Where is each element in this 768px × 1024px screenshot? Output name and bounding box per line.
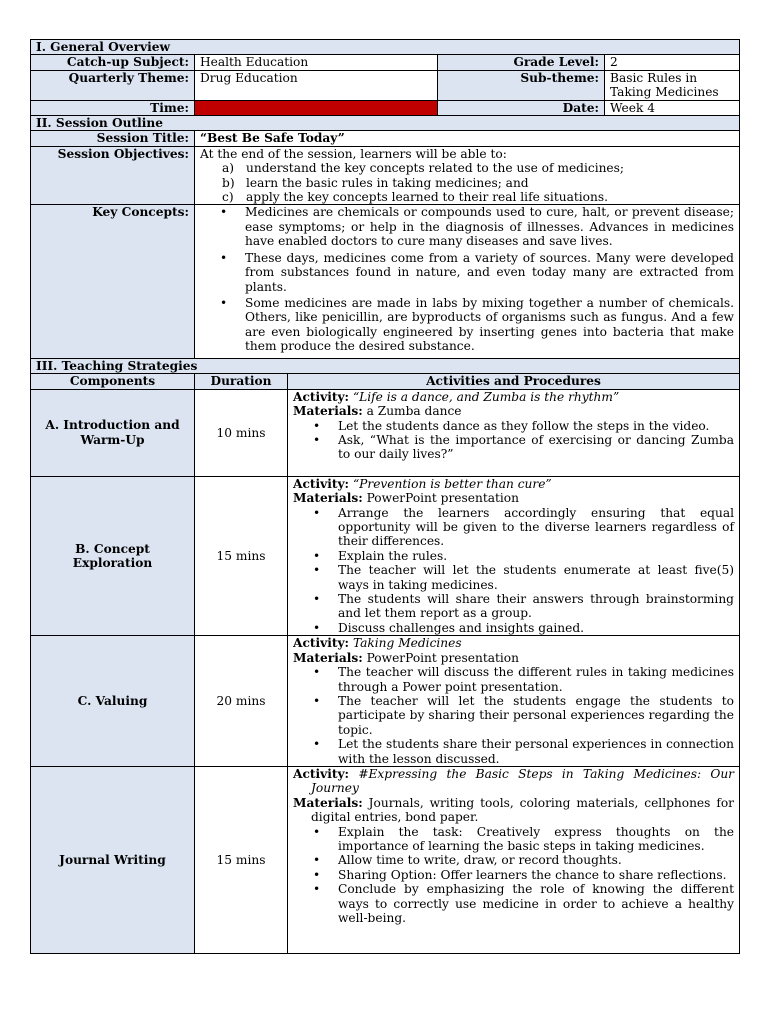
activity-title: “Prevention is better than cure” — [352, 476, 552, 491]
key-concept-item: • These days, medicines come from a variety of sources. Many were developed from substances found in nature, and even today many are extracted from plants. — [245, 251, 734, 294]
teaching-strategies-heading: III. Teaching Strategies — [31, 359, 740, 374]
duration-value: 10 mins — [195, 389, 288, 476]
theme-label: Quarterly Theme: — [31, 70, 195, 100]
duration-value: 20 mins — [195, 636, 288, 767]
activities-cell — [288, 766, 740, 953]
objectives-list — [200, 161, 734, 204]
objective-item: understand the key concepts related to the use of medicines; — [246, 161, 625, 176]
materials-value: a Zumba dance — [366, 404, 462, 419]
activity-title: Taking Medicines — [352, 636, 462, 651]
objective-item: learn the basic rules in taking medicines; and — [246, 175, 529, 190]
session-title-value: “Best Be Safe Today” — [195, 131, 740, 146]
theme-value: Drug Education — [195, 70, 438, 100]
step-item: • The teacher will discuss the different rules in taking medicines through a Power point presentation. — [338, 665, 734, 694]
subject-value: Health Education — [195, 55, 438, 70]
key-concept-item: • Some medicines are made in labs by mixing together a number of chemicals. Others, like penicillin, are byproducts of organisms such as fungus. And a few are even biologically engineered by inserting genes into bacteria that make them produce the desired substance. — [245, 296, 734, 354]
teaching-strategies-table — [30, 358, 740, 954]
duration-value: 15 mins — [195, 766, 288, 953]
time-value — [195, 100, 438, 115]
col-duration: Duration — [195, 374, 288, 389]
step-item: • Sharing Option: Offer learners the chance to share reflections. — [338, 868, 734, 882]
step-item: • Ask, “What is the importance of exercising or dancing Zumba to our daily lives?” — [338, 433, 734, 462]
activity-title: #Expressing the Basic Steps in Taking Medicines: Our Journey — [311, 766, 734, 796]
component-name: A. Introduction and Warm-Up — [31, 389, 195, 476]
key-concepts-label: Key Concepts: — [31, 205, 195, 363]
subject-label: Catch-up Subject: — [31, 55, 195, 70]
table-row — [31, 389, 740, 476]
date-value: Week 4 — [605, 100, 740, 115]
objectives-cell — [195, 146, 740, 205]
materials-label: Materials: — [293, 795, 363, 810]
general-overview-heading: I. General Overview — [31, 40, 740, 55]
materials-value: Journals, writing tools, coloring materials, cellphones for digital entries, bond paper. — [311, 795, 734, 825]
col-components: Components — [31, 374, 195, 389]
grade-label: Grade Level: — [438, 55, 605, 70]
materials-label: Materials: — [293, 491, 363, 506]
objective-item: apply the key concepts learned to their real life situations. — [246, 190, 608, 205]
component-name: Journal Writing — [31, 766, 195, 953]
step-item: • Conclude by emphasizing the role of knowing the different ways to correctly use medicine in order to achieve a healthy well-being. — [338, 882, 734, 925]
activity-title: “Life is a dance, and Zumba is the rhythm” — [352, 389, 620, 404]
activities-cell — [288, 476, 740, 635]
overview-table — [30, 39, 740, 363]
step-item: • The teacher will let the students engage the students to participate by sharing their personal experiences regarding the topic. — [338, 694, 734, 737]
subtheme-label: Sub-theme: — [438, 70, 605, 100]
steps-list — [293, 825, 734, 926]
activity-label: Activity: — [293, 389, 350, 404]
step-item: • Discuss challenges and insights gained. — [338, 621, 734, 635]
step-item: • Explain the rules. — [338, 549, 734, 563]
component-name: C. Valuing — [31, 636, 195, 767]
step-item: • Arrange the learners accordingly ensuring that equal opportunity will be given to the diverse learners regardless of their differences. — [338, 506, 734, 549]
table-row — [31, 766, 740, 953]
col-activities: Activities and Procedures — [288, 374, 740, 389]
time-label: Time: — [31, 100, 195, 115]
activities-cell — [288, 636, 740, 767]
steps-list — [293, 419, 734, 462]
subtheme-value: Basic Rules in Taking Medicines — [605, 70, 740, 100]
step-item: • The teacher will let the students enumerate at least five(5) ways in taking medicines. — [338, 563, 734, 592]
table-row — [31, 476, 740, 635]
step-item: • The students will share their answers through brainstorming and let them report as a group. — [338, 592, 734, 621]
step-item: • Allow time to write, draw, or record thoughts. — [338, 853, 734, 867]
materials-value: PowerPoint presentation — [366, 650, 519, 665]
key-concepts-list — [200, 205, 734, 353]
duration-value: 15 mins — [195, 476, 288, 635]
step-item: • Let the students share their personal experiences in connection with the lesson discussed. — [338, 737, 734, 766]
materials-value: PowerPoint presentation — [366, 491, 519, 506]
session-outline-heading: II. Session Outline — [31, 116, 740, 131]
materials-label: Materials: — [293, 404, 363, 419]
table-row — [31, 636, 740, 767]
activities-cell — [288, 389, 740, 476]
activity-label: Activity: — [293, 476, 350, 491]
step-item: • Explain the task: Creatively express thoughts on the importance of learning the basic steps in taking medicines. — [338, 825, 734, 854]
steps-list — [293, 665, 734, 766]
grade-value: 2 — [605, 55, 740, 70]
date-label: Date: — [438, 100, 605, 115]
session-title-label: Session Title: — [31, 131, 195, 146]
materials-label: Materials: — [293, 650, 363, 665]
activity-label: Activity: — [293, 636, 350, 651]
key-concepts-cell — [195, 205, 740, 363]
key-concept-item: • Medicines are chemicals or compounds used to cure, halt, or prevent disease; ease symptoms; or help in the diagnosis of illnesses. Advances in medicines have enabled doctors to cure many diseases and save lives. — [245, 205, 734, 248]
objectives-label: Session Objectives: — [31, 146, 195, 205]
activity-label: Activity: — [293, 766, 350, 781]
step-item: • Let the students dance as they follow the steps in the video. — [338, 419, 734, 433]
component-name: B. Concept Exploration — [31, 476, 195, 635]
steps-list — [293, 506, 734, 636]
objectives-intro: At the end of the session, learners will be able to: — [200, 146, 507, 161]
